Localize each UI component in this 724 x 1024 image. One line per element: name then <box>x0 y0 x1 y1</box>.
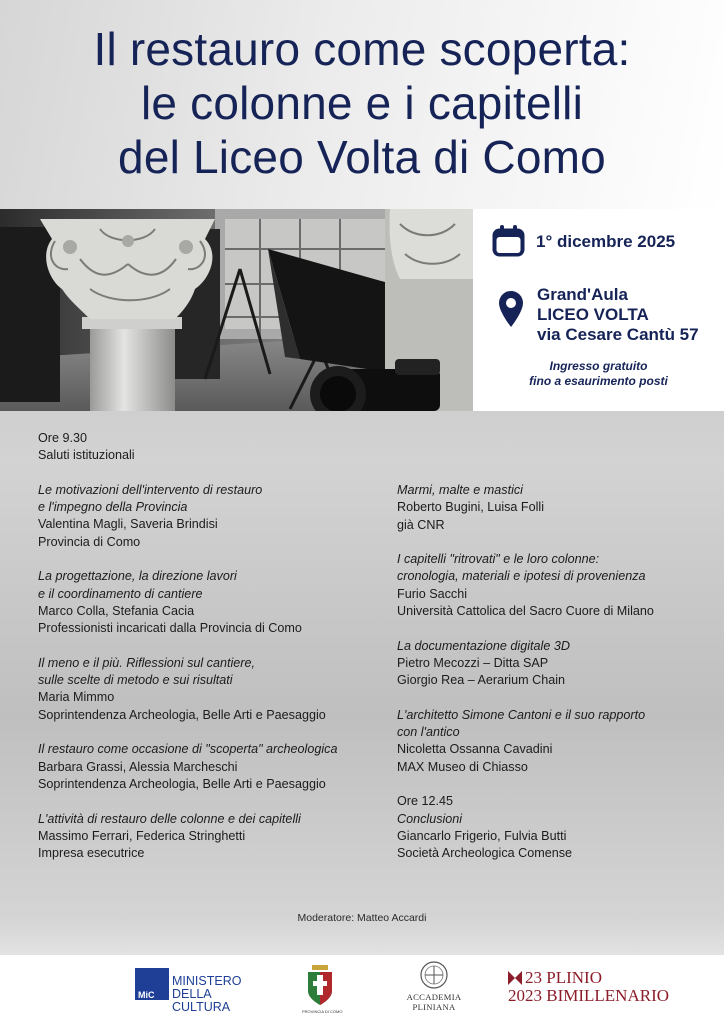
talk-title: con l'antico <box>397 725 460 740</box>
talk-affiliation: Soprintendenza Archeologia, Belle Arti e Paesaggio <box>38 707 326 722</box>
accademia-text <box>404 992 464 1012</box>
accademia-pliniana-logo <box>404 959 464 1019</box>
talk-speakers: Pietro Mecozzi – Ditta SAP <box>397 655 549 670</box>
talk-title: e l'impegno della Provincia <box>38 500 188 515</box>
talk-title: Conclusioni <box>397 811 463 826</box>
plinio-bimillenario-logo <box>508 969 683 1009</box>
program-closing <box>397 793 712 862</box>
title-area <box>0 0 724 209</box>
ministero-cultura-logo <box>135 965 255 1014</box>
coat-of-arms-icon <box>302 963 338 1007</box>
talk-speakers: Nicoletta Ossanna Cavadini <box>397 742 553 757</box>
location-pin-icon <box>499 291 523 327</box>
accademia-line: PLINIANA <box>412 1002 456 1012</box>
talk-title: La documentazione digitale 3D <box>397 638 570 653</box>
moderator: Moderatore: Matteo Accardi <box>297 912 427 924</box>
talk-speakers: Barbara Grassi, Alessia Marcheschi <box>38 759 238 774</box>
program-talk <box>38 655 383 724</box>
program-opening <box>38 430 383 465</box>
talk-affiliation: Provincia di Como <box>38 534 141 549</box>
talk-affiliation: già CNR <box>397 517 445 532</box>
talk-speakers: Marco Colla, Stefania Cacia <box>38 603 195 618</box>
venue-line: Grand'Aula <box>537 285 628 304</box>
talk-title: cronologia, materiali e ipotesi di provenienza <box>397 569 646 584</box>
talk-affiliation: Università Cattolica del Sacro Cuore di Milano <box>397 604 654 619</box>
talk-affiliation: Giorgio Rea – Aerarium Chain <box>397 673 565 688</box>
photo-illustration <box>0 209 473 411</box>
accademia-line: ACCADEMIA <box>406 992 462 1002</box>
program-talk <box>38 811 383 863</box>
mic-text-line: MINISTERO <box>172 974 242 988</box>
title-line: Il restauro come scoperta: <box>93 23 631 75</box>
program-talk <box>38 741 383 793</box>
program-talk <box>38 482 383 551</box>
event-info-box <box>473 209 724 411</box>
restoration-photo <box>0 209 473 411</box>
program-talk <box>397 551 712 620</box>
talk-title: sulle scelte di metodo e sui risultati <box>38 673 233 688</box>
program-talk <box>397 707 712 776</box>
mic-logo-text <box>172 975 241 1014</box>
provincia-caption: PROVINCIA DI COMO <box>302 1009 343 1014</box>
talk-speakers: Maria Mimmo <box>38 690 115 705</box>
program-right-column <box>397 482 712 880</box>
talk-title: L'architetto Simone Cantoni e il suo rapporto <box>397 707 646 722</box>
mic-mark-text: MiC <box>138 990 155 1000</box>
program-talk <box>38 568 383 637</box>
talk-affiliation: Soprintendenza Archeologia, Belle Arti e Paesaggio <box>38 776 326 791</box>
talk-speakers: Roberto Bugini, Luisa Folli <box>397 500 545 515</box>
talk-title: Il meno e il più. Riflessioni sul cantiere, <box>38 655 255 670</box>
talk-title: I capitelli "ritrovati" e le loro colonne: <box>397 552 600 567</box>
entry-line: fino a esaurimento posti <box>529 374 668 388</box>
title-line: le colonne e i capitelli <box>140 77 584 129</box>
talk-title: Il restauro come occasione di "scoperta" archeologica <box>38 742 338 757</box>
entry-note <box>473 359 724 389</box>
provincia-como-logo <box>302 963 343 1015</box>
program-title: Saluti istituzionali <box>38 448 135 463</box>
program-talk <box>397 638 712 690</box>
mic-logo-mark <box>135 968 169 1000</box>
date-row <box>491 225 675 258</box>
plinio-line-top <box>508 969 683 987</box>
talk-speakers: Valentina Magli, Saveria Brindisi <box>38 517 218 532</box>
talk-title: L'attività di restauro delle colonne e dei capitelli <box>38 811 301 826</box>
program-left-column <box>38 430 383 880</box>
venue-line: LICEO VOLTA <box>537 305 649 324</box>
venue <box>537 285 699 345</box>
talk-title: La progettazione, la direzione lavori <box>38 569 237 584</box>
talk-title: e il coordinamento di cantiere <box>38 586 203 601</box>
talk-title: Marmi, malte e mastici <box>397 483 523 497</box>
program-time: Ore 12.45 <box>397 794 454 809</box>
entry-line: Ingresso gratuito <box>549 359 648 373</box>
talk-affiliation: Professionisti incaricati dalla Provincia di Como <box>38 621 302 636</box>
talk-affiliation: Impresa esecutrice <box>38 846 145 861</box>
venue-row <box>499 285 699 345</box>
mic-text-line: DELLA <box>172 987 212 1001</box>
talk-speakers: Furio Sacchi <box>397 586 467 601</box>
venue-line: via Cesare Cantù 57 <box>537 325 699 344</box>
calendar-icon <box>491 225 526 258</box>
sponsor-logos <box>0 955 724 1024</box>
poster-title <box>0 22 724 184</box>
talk-title: Le motivazioni dell'intervento di restauro <box>38 482 263 497</box>
plinio-text: 23 PLINIO <box>525 968 602 987</box>
mic-text-line: CULTURA <box>172 1000 231 1014</box>
talk-affiliation: MAX Museo di Chiasso <box>397 759 528 774</box>
program-talk <box>397 482 712 534</box>
accademia-emblem-icon <box>404 959 464 991</box>
program-time: Ore 9.30 <box>38 431 88 445</box>
plinio-subtext: 2023 BIMILLENARIO <box>508 986 670 1005</box>
title-line: del Liceo Volta di Como <box>118 131 606 183</box>
event-date: 1° dicembre 2025 <box>536 232 676 251</box>
talk-affiliation: Società Archeologica Comense <box>397 846 573 861</box>
plinio-mark-icon <box>508 971 522 985</box>
talk-speakers: Massimo Ferrari, Federica Stringhetti <box>38 828 246 843</box>
talk-speakers: Giancarlo Frigerio, Fulvia Butti <box>397 828 567 843</box>
